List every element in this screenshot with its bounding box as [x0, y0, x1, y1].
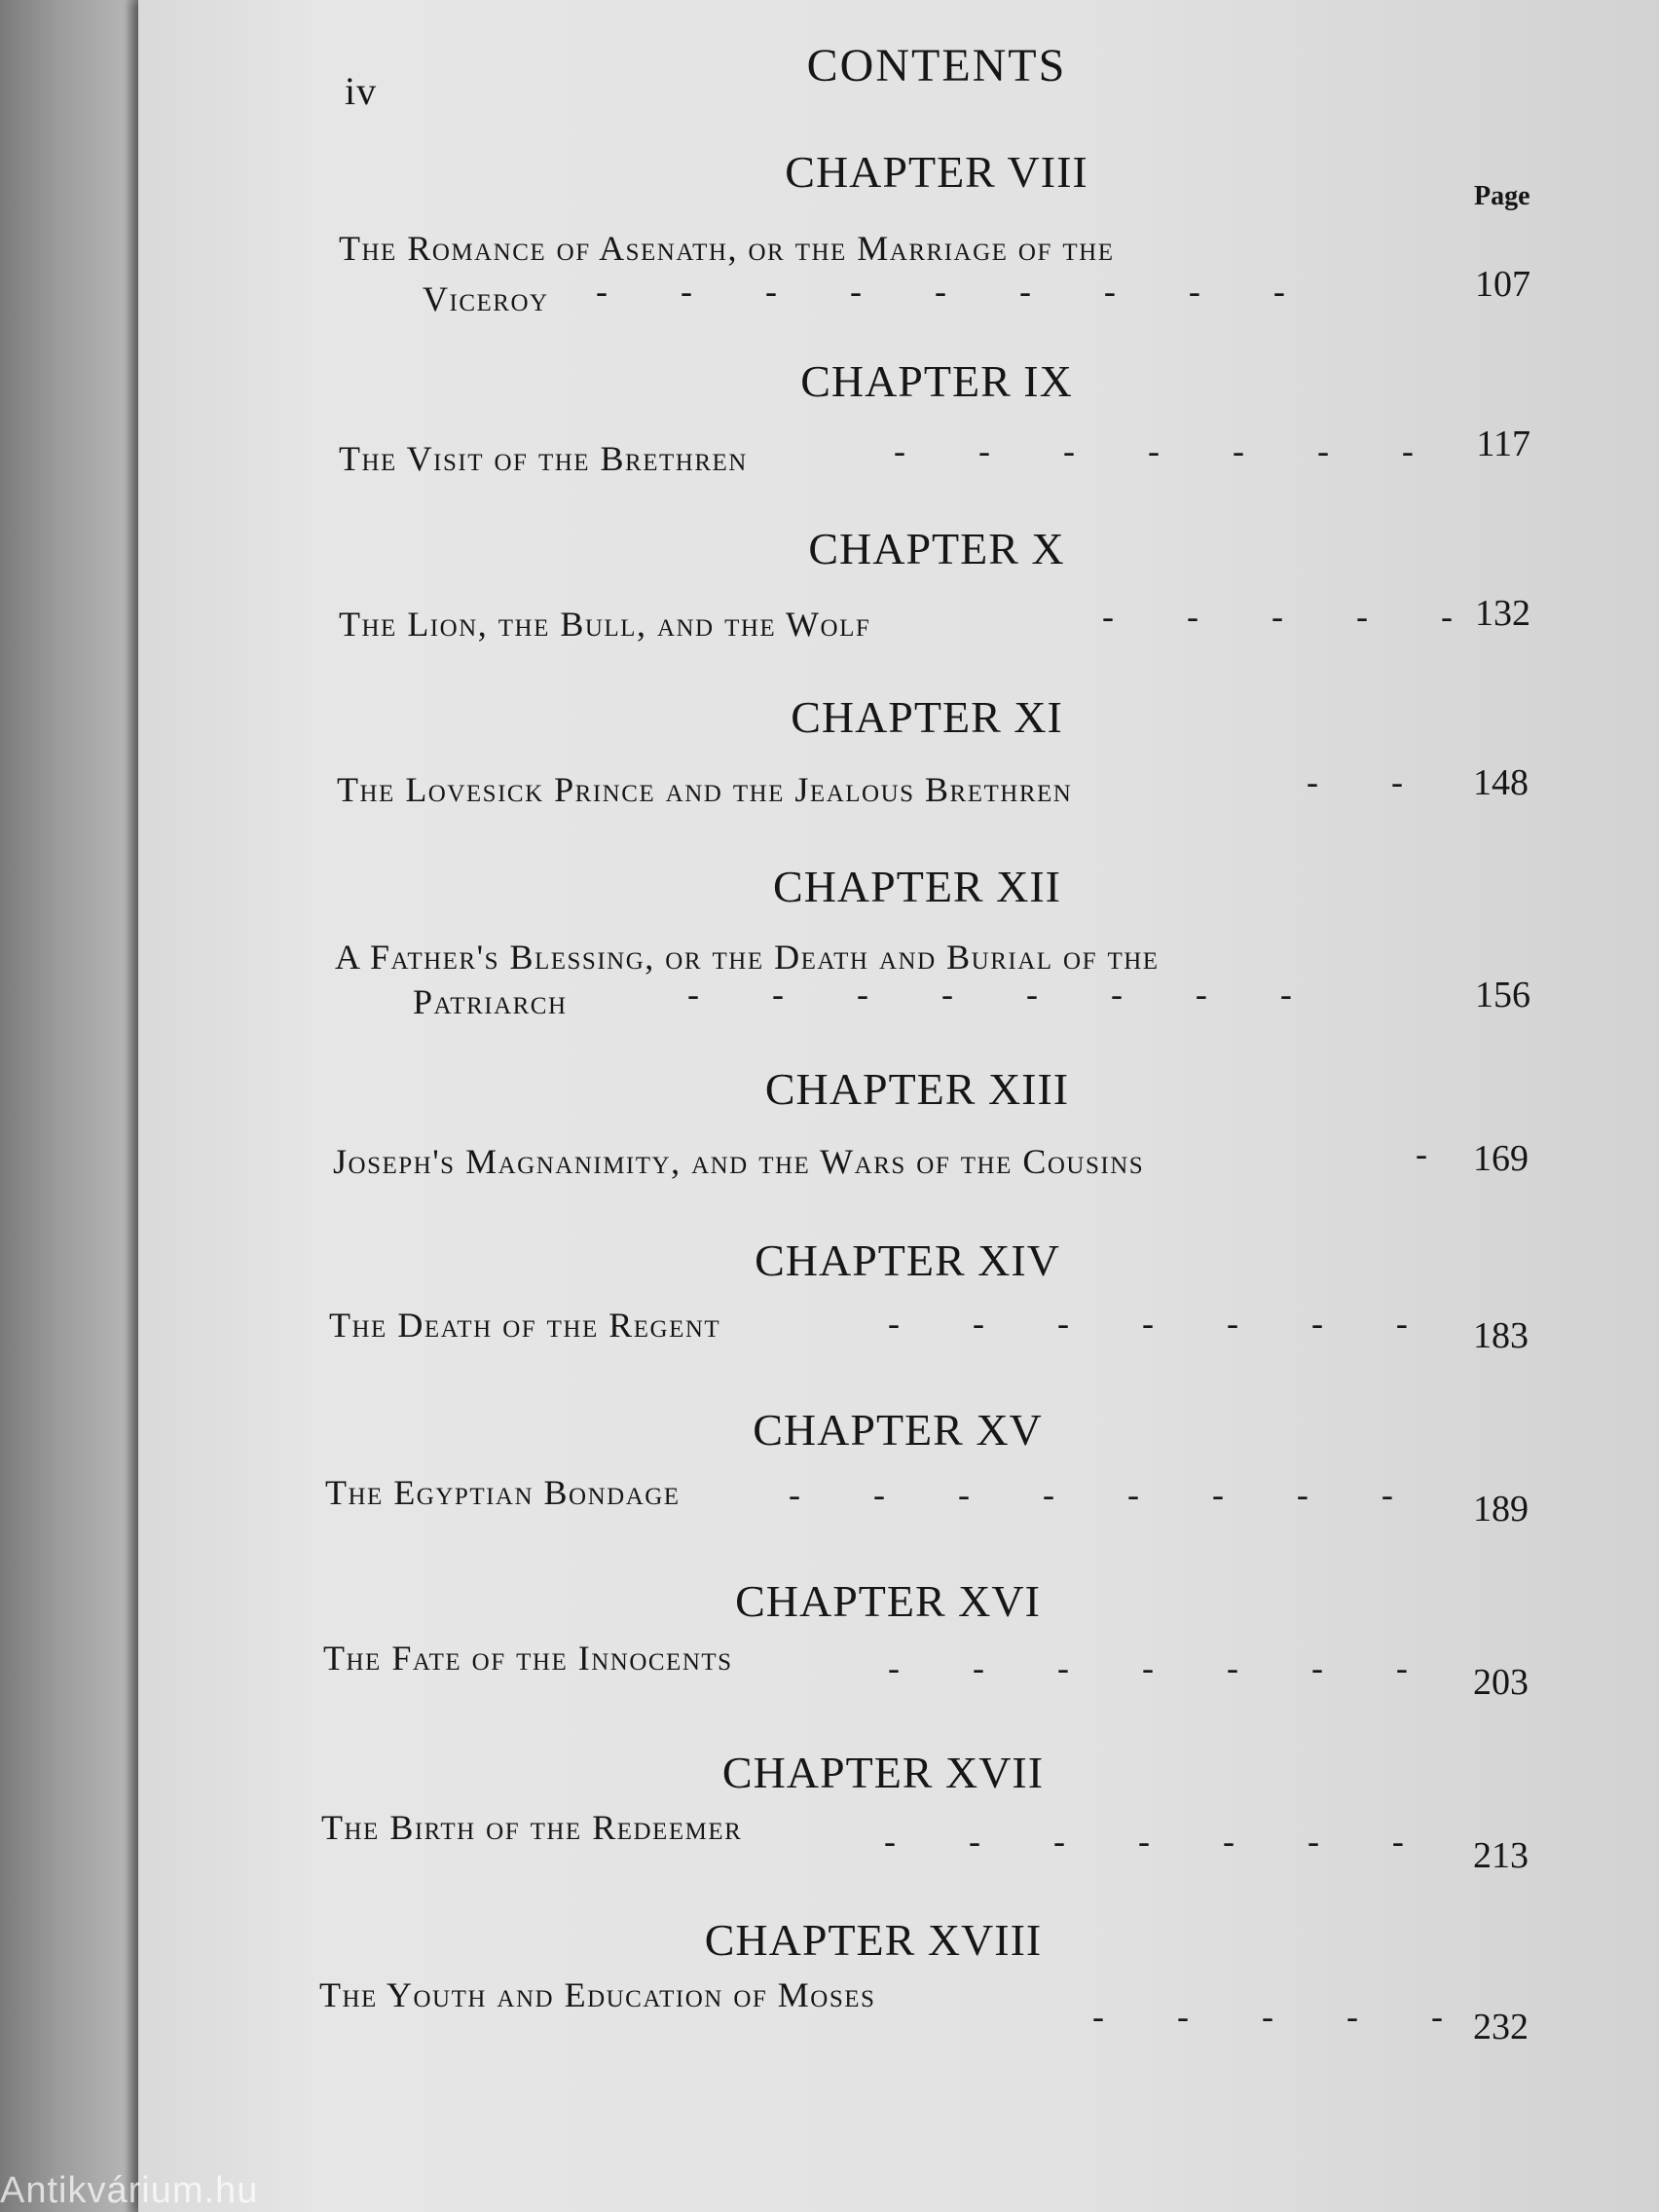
- toc-page-number[interactable]: 132: [1475, 593, 1530, 634]
- toc-page-number[interactable]: 232: [1473, 2007, 1529, 2047]
- page-number: iv: [345, 69, 378, 113]
- leader-dots: - - - - - - -: [888, 1304, 1408, 1343]
- toc-entry-title[interactable]: The Visit of the Brethren: [339, 439, 748, 478]
- page-title: CONTENTS: [806, 40, 1067, 92]
- toc-page-number[interactable]: 203: [1473, 1662, 1529, 1703]
- chapter-heading: CHAPTER XVI: [735, 1576, 1041, 1626]
- toc-page-number[interactable]: 117: [1476, 424, 1530, 464]
- toc-entry-title[interactable]: The Fate of the Innocents: [323, 1639, 733, 1677]
- contents-page: [138, 0, 1659, 2212]
- toc-page-number[interactable]: 189: [1473, 1489, 1529, 1530]
- toc-page-number[interactable]: 169: [1473, 1138, 1529, 1179]
- toc-page-number[interactable]: 183: [1473, 1315, 1529, 1356]
- toc-entry-title[interactable]: The Lion, the Bull, and the Wolf: [339, 605, 871, 644]
- page-column-label: Page: [1474, 181, 1530, 211]
- leader-dots: - - - - - - -: [894, 431, 1414, 470]
- leader-dots: - - - - - - -: [884, 1822, 1404, 1861]
- toc-entry-title[interactable]: Joseph's Magnanimity, and the Wars of the Cousins: [333, 1142, 1145, 1181]
- leader-dots: - - - - - - -: [888, 1648, 1408, 1687]
- book-gutter: [0, 0, 146, 2212]
- chapter-heading: CHAPTER X: [808, 524, 1065, 573]
- toc-entry-title[interactable]: The Youth and Education of Moses: [319, 1975, 876, 2014]
- leader-dots: - -: [1307, 762, 1403, 801]
- leader-dots: -: [1416, 1134, 1427, 1173]
- toc-entry-title[interactable]: The Death of the Regent: [329, 1306, 721, 1345]
- leader-dots: - - - - - - - -: [687, 975, 1292, 1014]
- toc-page-number[interactable]: 213: [1473, 1835, 1529, 1876]
- chapter-heading: CHAPTER XVII: [721, 1748, 1045, 1797]
- chapter-heading: CHAPTER XV: [753, 1405, 1043, 1455]
- toc-entry-title[interactable]: The Romance of Asenath, or the Marriage of the: [339, 229, 1115, 268]
- leader-dots: - - - - -: [1092, 1997, 1443, 2036]
- chapter-heading: CHAPTER XVIII: [704, 1915, 1043, 1965]
- chapter-heading: CHAPTER XI: [791, 692, 1063, 742]
- chapter-heading: CHAPTER IX: [800, 356, 1073, 406]
- chapter-heading: CHAPTER XIII: [764, 1064, 1070, 1114]
- watermark-text: Antikvárium.hu: [0, 2170, 259, 2211]
- toc-entry-title[interactable]: A Father's Blessing, or the Death and Burial of the: [335, 938, 1160, 977]
- toc-page-number[interactable]: 156: [1475, 975, 1530, 1015]
- chapter-heading: CHAPTER XII: [773, 862, 1061, 911]
- leader-dots: - - - - -: [1102, 597, 1453, 636]
- toc-entry-title-continued[interactable]: Viceroy: [423, 279, 549, 318]
- toc-page-number[interactable]: 148: [1473, 762, 1529, 803]
- chapter-heading: CHAPTER XIV: [755, 1235, 1060, 1285]
- toc-entry-title[interactable]: The Birth of the Redeemer: [321, 1808, 743, 1847]
- leader-dots: - - - - - - - -: [789, 1475, 1393, 1514]
- toc-entry-title[interactable]: The Lovesick Prince and the Jealous Brethren: [337, 770, 1073, 809]
- toc-page-number[interactable]: 107: [1475, 264, 1530, 305]
- chapter-heading: CHAPTER VIII: [785, 147, 1088, 197]
- toc-entry-title[interactable]: The Egyptian Bondage: [325, 1473, 681, 1512]
- leader-dots: - - - - - - - - -: [596, 272, 1285, 311]
- toc-entry-title-continued[interactable]: Patriarch: [413, 982, 568, 1021]
